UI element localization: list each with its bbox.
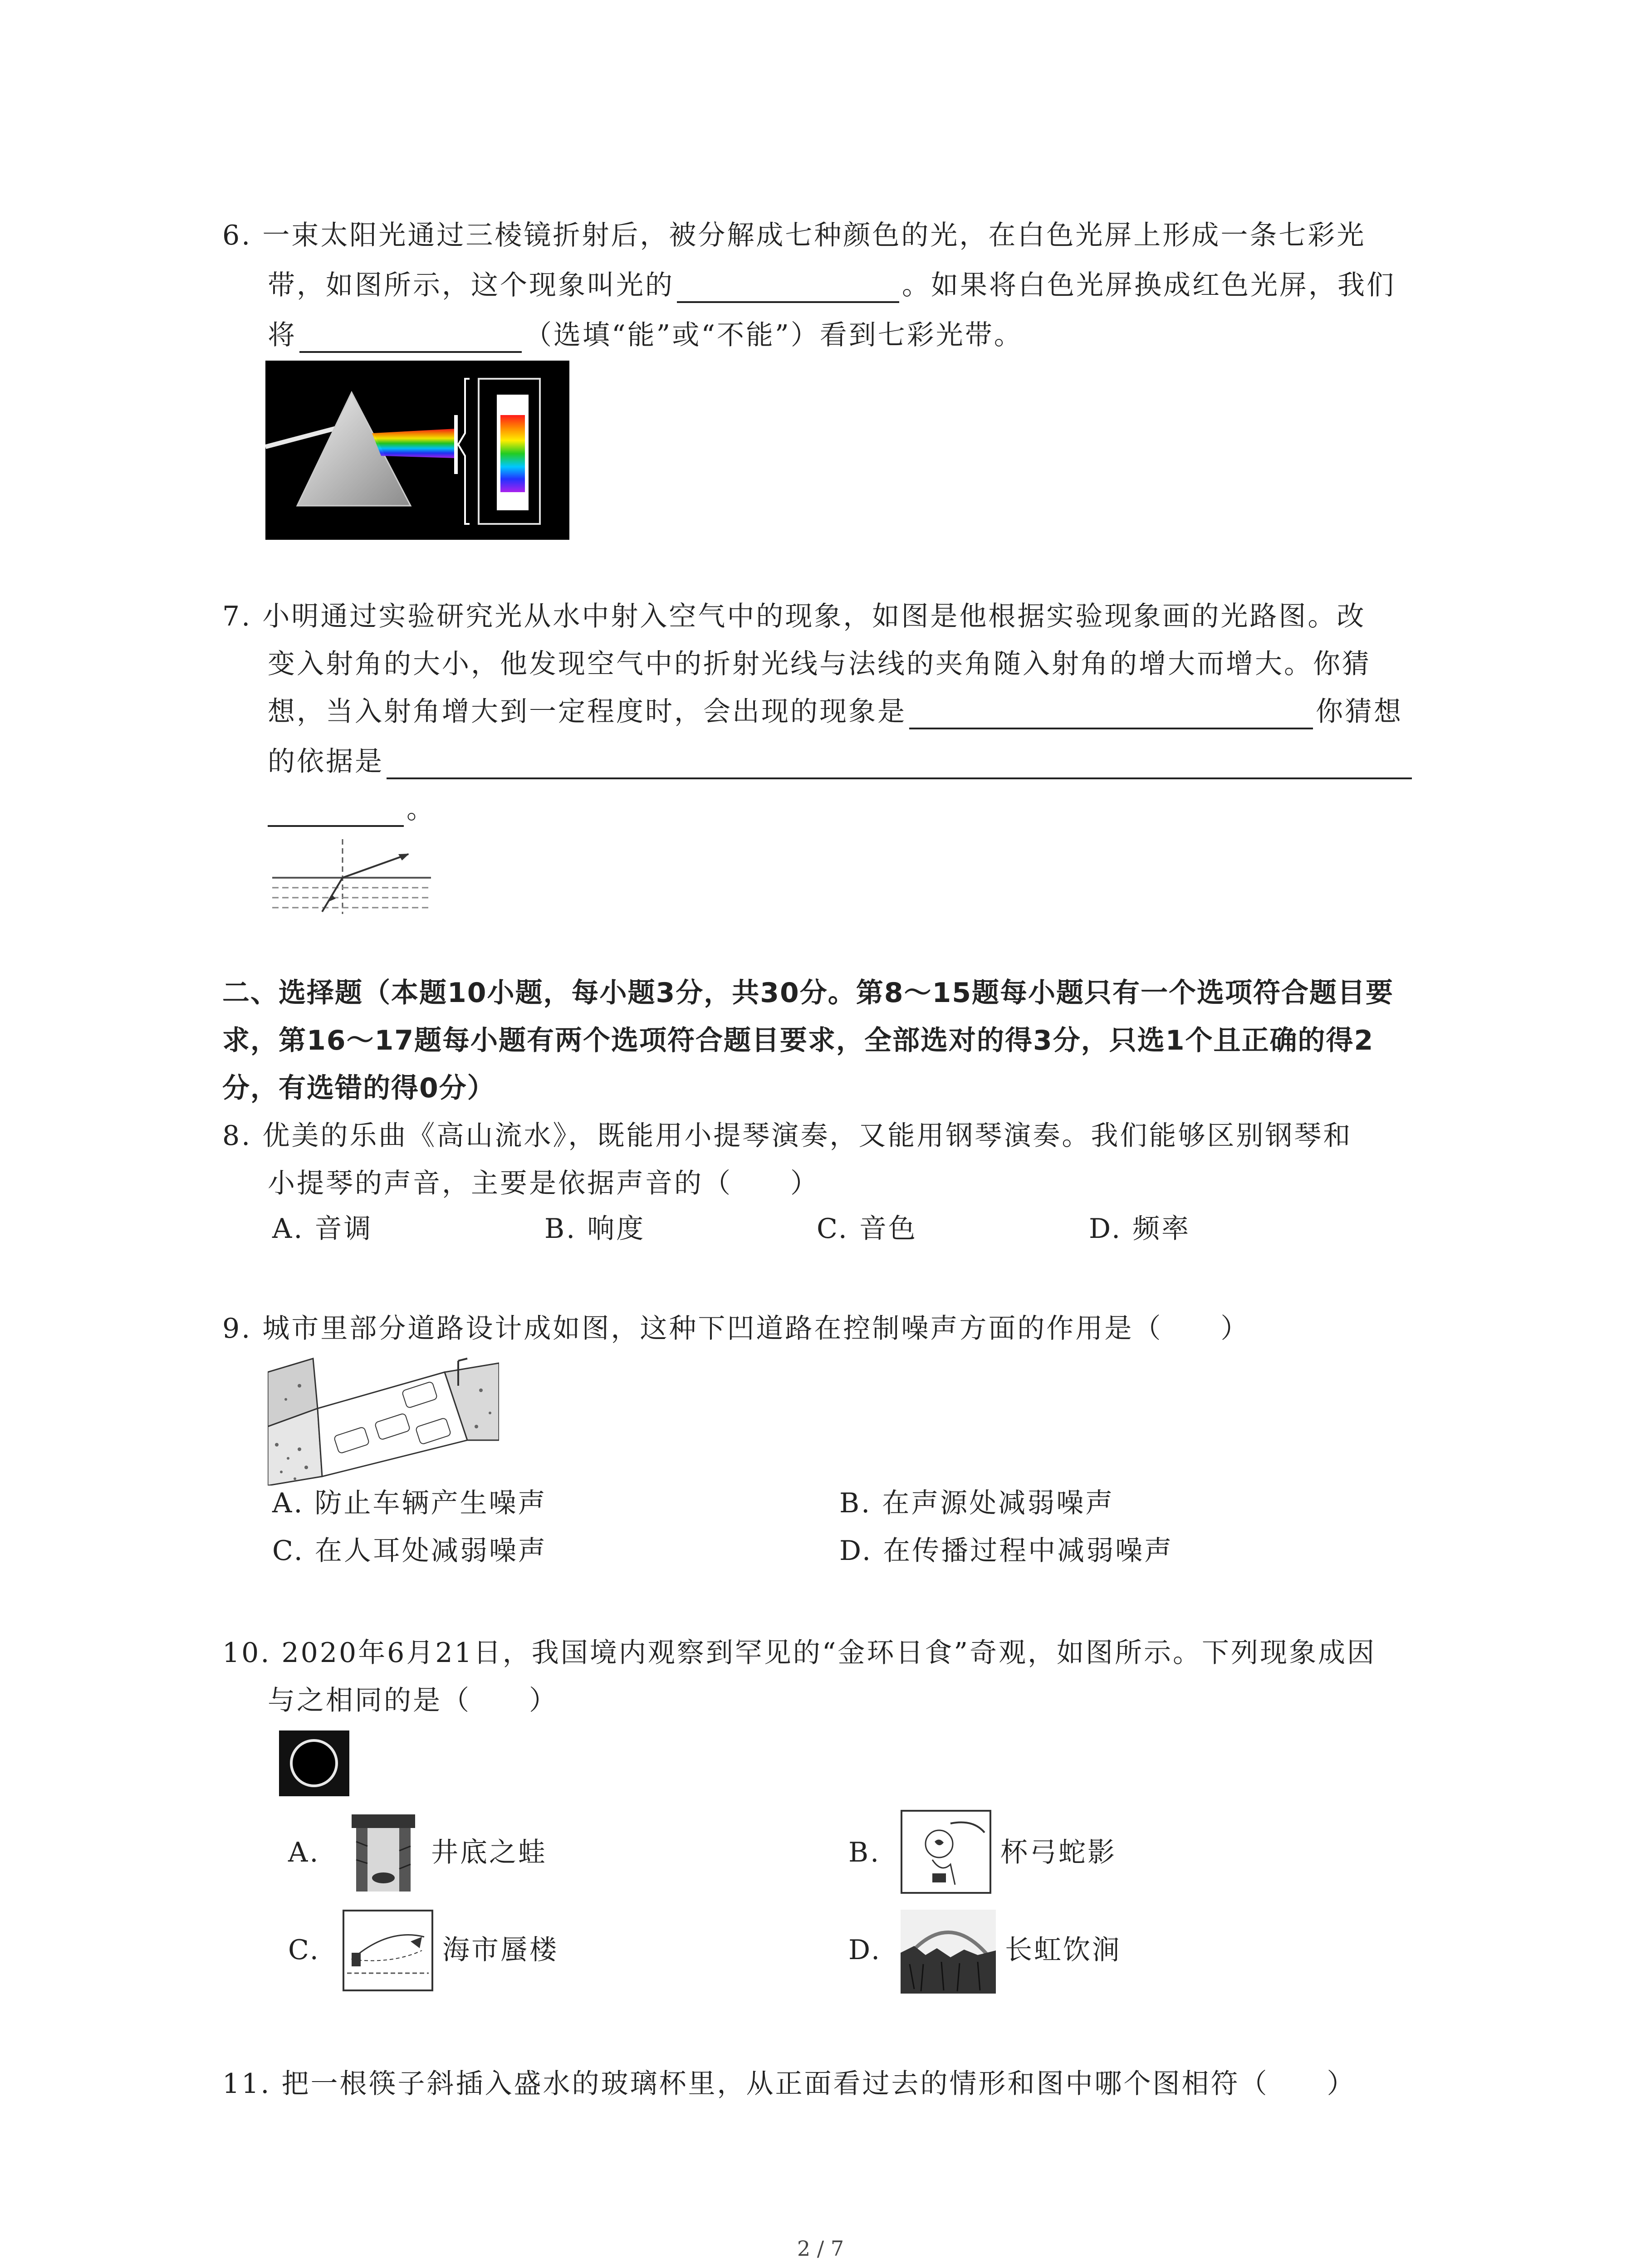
q6-line1: 6. 一束太阳光通过三棱镜折射后，被分解成七种颜色的光，在白色光屏上形成一条七彩光: [222, 220, 1366, 251]
q9-option-d[interactable]: D. 在传播过程中减弱噪声: [839, 1535, 1174, 1567]
q7-blank-2[interactable]: [387, 749, 1412, 779]
bow-snake-reflection-image: [901, 1810, 991, 1894]
q10-option-d-caption: 长虹饮涧: [1005, 1934, 1121, 1966]
q6-line2: [268, 268, 1396, 303]
q8-option-b[interactable]: B. 响度: [544, 1213, 646, 1245]
sunken-road-figure: [268, 1354, 499, 1486]
q7-line5-period: 。: [407, 793, 436, 825]
q9-option-c[interactable]: C. 在人耳处减弱噪声: [272, 1535, 547, 1567]
q7-line3-text-b: 你猜想: [1316, 696, 1403, 728]
q9-option-a[interactable]: A. 防止车辆产生噪声: [272, 1487, 547, 1519]
q8-line1: 8. 优美的乐曲《高山流水》，既能用小提琴演奏，又能用钢琴演奏。我们能够区别钢琴和: [222, 1120, 1352, 1152]
q10-option-a-letter[interactable]: A.: [288, 1837, 320, 1868]
q9-option-b[interactable]: B. 在声源处减弱噪声: [839, 1487, 1115, 1519]
q7-blank-2-continued[interactable]: [268, 797, 404, 827]
q10-line1: 10. 2020年6月21日，我国境内观察到罕见的“金环日食”奇观，如图所示。下列现象成因: [222, 1637, 1376, 1669]
q7-line5: [268, 792, 436, 827]
q7-line3-text-a: 想，当入射角增大到一定程度时，会出现的现象是: [268, 696, 906, 728]
water-refraction-figure: [268, 837, 436, 916]
rainbow-landscape-image: [901, 1910, 996, 1994]
q10-option-c-letter[interactable]: C.: [288, 1934, 320, 1966]
section2-heading-line1: 二、选择题（本题10小题，每小题3分，共30分。第8～15题每小题只有一个选项符合题目要: [222, 977, 1394, 1009]
q9-line1: 9. 城市里部分道路设计成如图，这种下凹道路在控制噪声方面的作用是（ ）: [222, 1313, 1250, 1344]
section2-heading-line3: 分，有选错的得0分）: [222, 1072, 495, 1104]
q10-option-d-letter[interactable]: D.: [848, 1934, 882, 1966]
q7-line4-text-a: 的依据是: [268, 746, 384, 777]
q6-line2-text-b: 。如果将白色光屏换成红色光屏，我们: [902, 269, 1396, 301]
q6-line3-text-a: 将: [268, 319, 297, 351]
q7-line4: [268, 744, 1415, 779]
q10-option-b-caption: 杯弓蛇影: [1000, 1837, 1117, 1868]
mirage-diagram-image: [343, 1910, 433, 1991]
q6-line3-text-b: （选填“能”或“不能”）看到七彩光带。: [524, 319, 1023, 351]
q10-line2: 与之相同的是（ ）: [268, 1685, 558, 1716]
q6-line2-text-a: 带，如图所示，这个现象叫光的: [268, 269, 674, 301]
q6-line3: [268, 318, 1023, 353]
q7-blank-1[interactable]: [909, 699, 1313, 729]
q6-blank-1[interactable]: [677, 273, 899, 303]
q10-option-b-letter[interactable]: B.: [848, 1837, 881, 1868]
q10-option-c-caption: 海市蜃楼: [442, 1934, 558, 1966]
solar-eclipse-figure: [279, 1730, 349, 1796]
section2-heading-line2: 求，第16～17题每小题有两个选项符合题目要求，全部选对的得3分，只选1个且正确的得2: [222, 1025, 1374, 1056]
q8-option-c[interactable]: C. 音色: [817, 1213, 917, 1245]
prism-dispersion-figure: [265, 361, 569, 540]
q8-option-a[interactable]: A. 音调: [272, 1213, 373, 1245]
page-number: 2 / 7: [797, 2236, 844, 2261]
q6-blank-2[interactable]: [299, 323, 522, 353]
q8-line2: 小提琴的声音，主要是依据声音的（ ）: [268, 1168, 819, 1199]
q11-line1: 11. 把一根筷子斜插入盛水的玻璃杯里，从正面看过去的情形和图中哪个图相符（ ）: [222, 2068, 1356, 2100]
q7-line3: [268, 694, 1403, 729]
q8-option-d[interactable]: D. 频率: [1089, 1213, 1191, 1245]
q10-option-a-caption: 井底之蛙: [431, 1837, 547, 1868]
q7-line2: 变入射角的大小，他发现空气中的折射光线与法线的夹角随入射角的增大而增大。你猜: [268, 648, 1371, 680]
frog-in-well-image: [343, 1810, 424, 1894]
q7-line1: 7. 小明通过实验研究光从水中射入空气中的现象，如图是他根据实验现象画的光路图。改: [222, 601, 1366, 632]
